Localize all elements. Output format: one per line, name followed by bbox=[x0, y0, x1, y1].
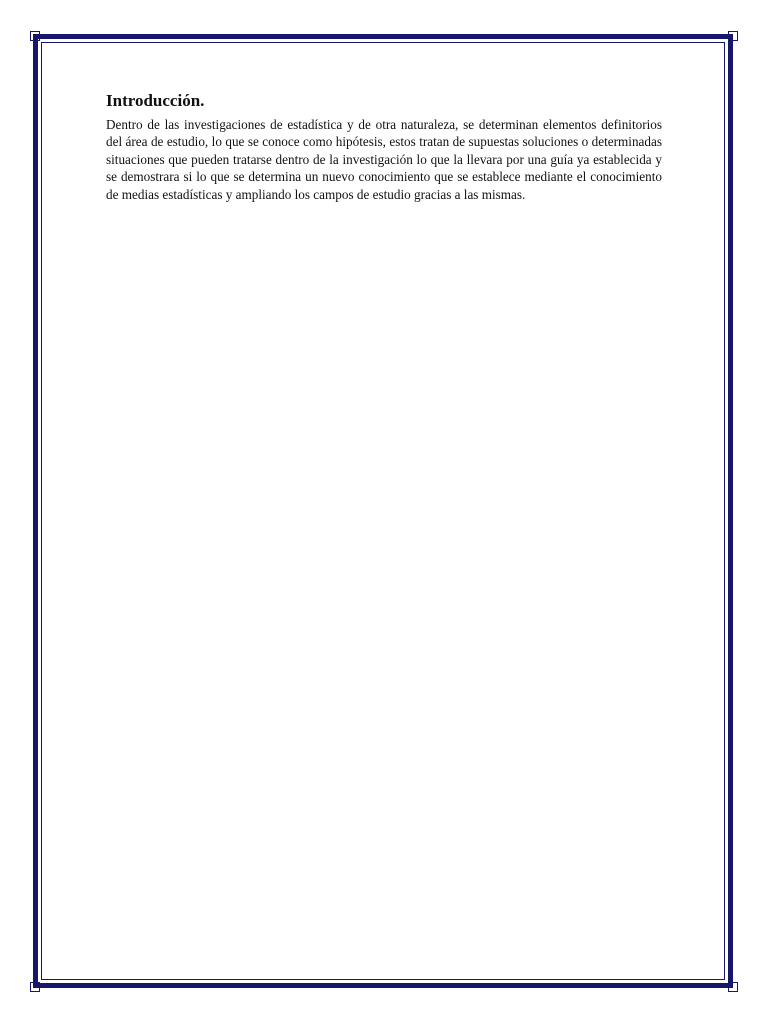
section-heading: Introducción. bbox=[106, 91, 205, 110]
border-corner-bottom-left bbox=[30, 982, 40, 992]
border-corner-bottom-right bbox=[728, 982, 738, 992]
border-corner-top-left bbox=[30, 31, 40, 41]
border-corner-top-right bbox=[728, 31, 738, 41]
introduction-paragraph: Dentro de las investigaciones de estadística y de otra naturaleza, se determinan elementos definitorios del área de estudio, lo que se conoce como hipótesis, estos tratan de supuestas soluciones o determinadas situaciones que pueden tratarse dentro de la investigación lo que la llevara por una guía ya establecida y se demostrara si lo que se determina un nuevo conocimiento que se establece mediante el conocimiento de medias estadísticas y ampliando los campos de estudio gracias a las mismas. bbox=[106, 117, 662, 202]
document-content bbox=[106, 90, 662, 203]
